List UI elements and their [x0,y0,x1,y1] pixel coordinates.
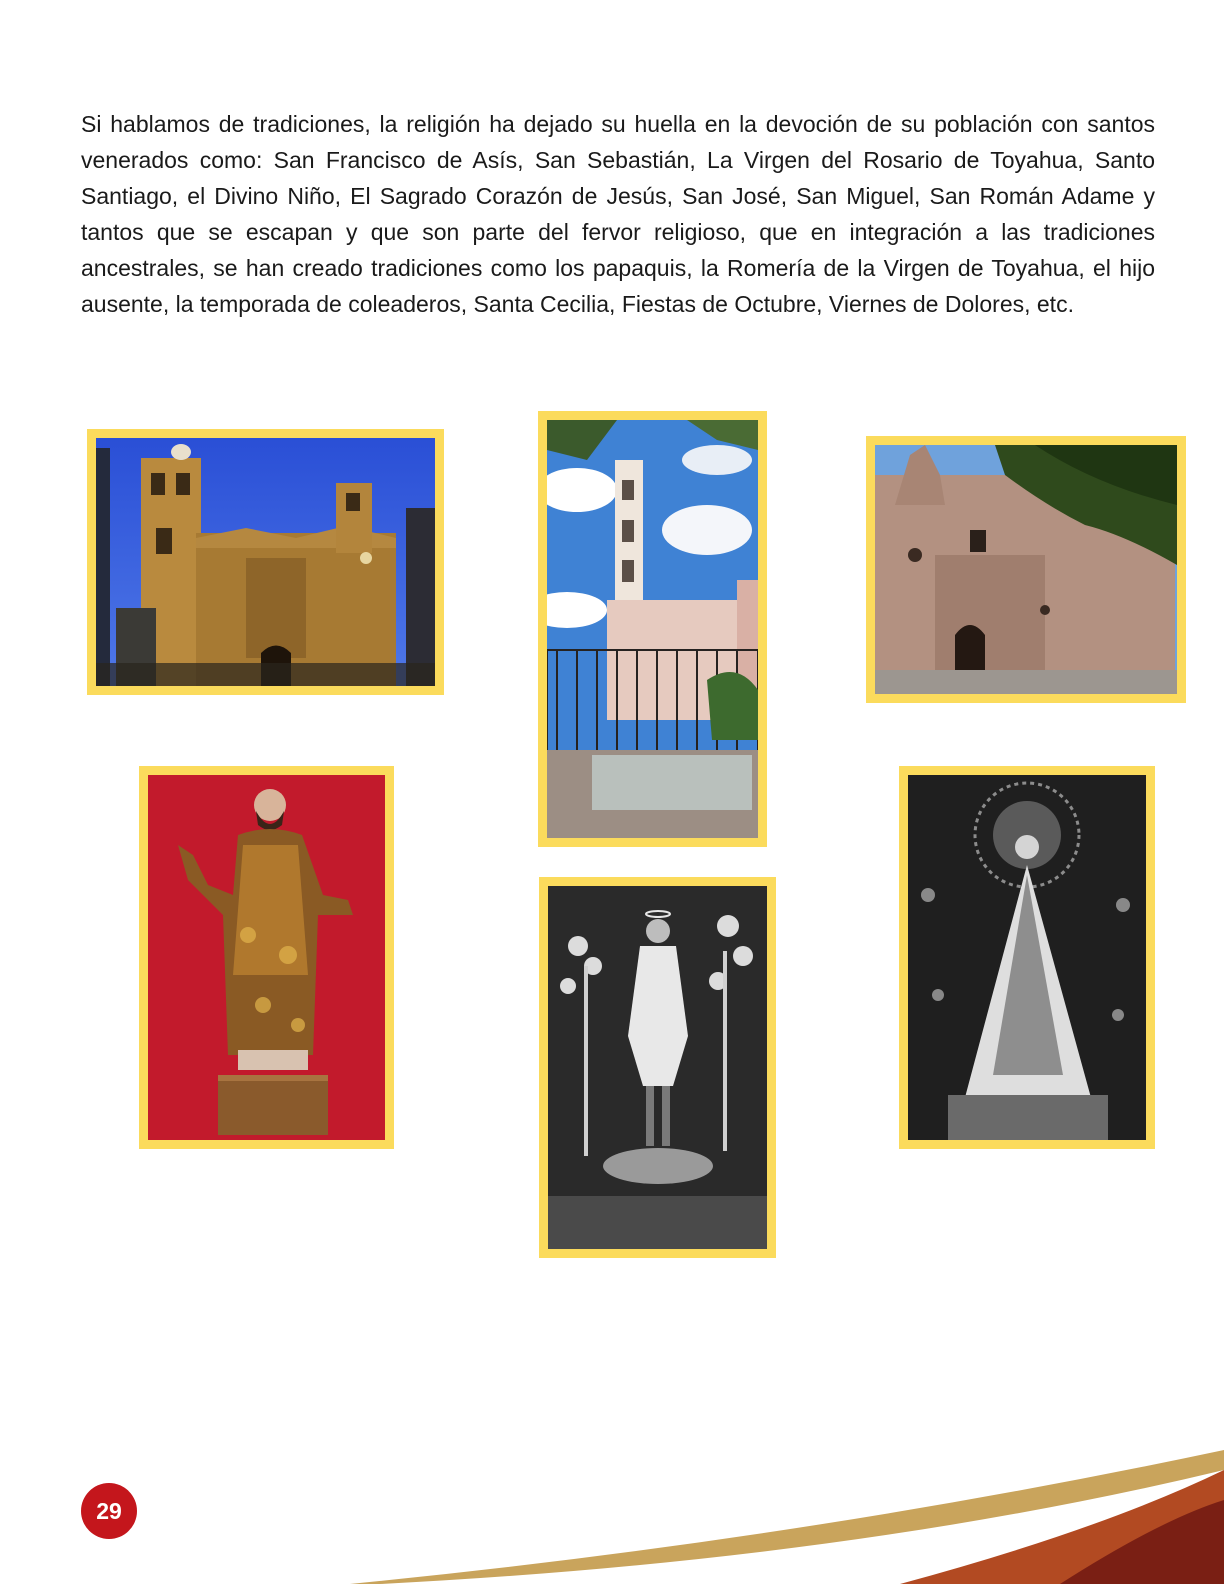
decorative-swoosh [0,1450,1224,1584]
child-saint-image [548,886,767,1249]
photo-virgin-statue [899,766,1155,1149]
church-sunset-image [96,438,435,686]
virgin-statue-image [908,775,1146,1140]
photo-church-tower [538,411,767,847]
body-paragraph: Si hablamos de tradiciones, la religión ha dejado su huella en la devoción de su población con santos venerados como: San Francisco de Asís, San Sebastián, La Virgen del Rosario de Toyahua, Santo Santiago, el Divino Niño, El Sagrado Corazón de Jesús, San José, San Miguel, San Román Adame y tantos que se escapan y que son parte del fervor religioso, que en integración a las tradiciones ancestrales, se han creado tradiciones como los papaquis, la Romería de la Virgen de Toyahua, el hijo ausente, la temporada de coleaderos, Santa Cecilia, Fiestas de Octubre, Viernes de Dolores, etc. [81,111,1155,317]
san-francisco-image [148,775,385,1140]
church-tower-image [547,420,758,838]
photo-church-sunset [87,429,444,695]
photo-stone-chapel [866,436,1186,703]
stone-chapel-image [875,445,1177,694]
photo-san-francisco-statue [139,766,394,1149]
photo-child-saint-statue [539,877,776,1258]
page-number-badge: 29 [81,1483,137,1539]
